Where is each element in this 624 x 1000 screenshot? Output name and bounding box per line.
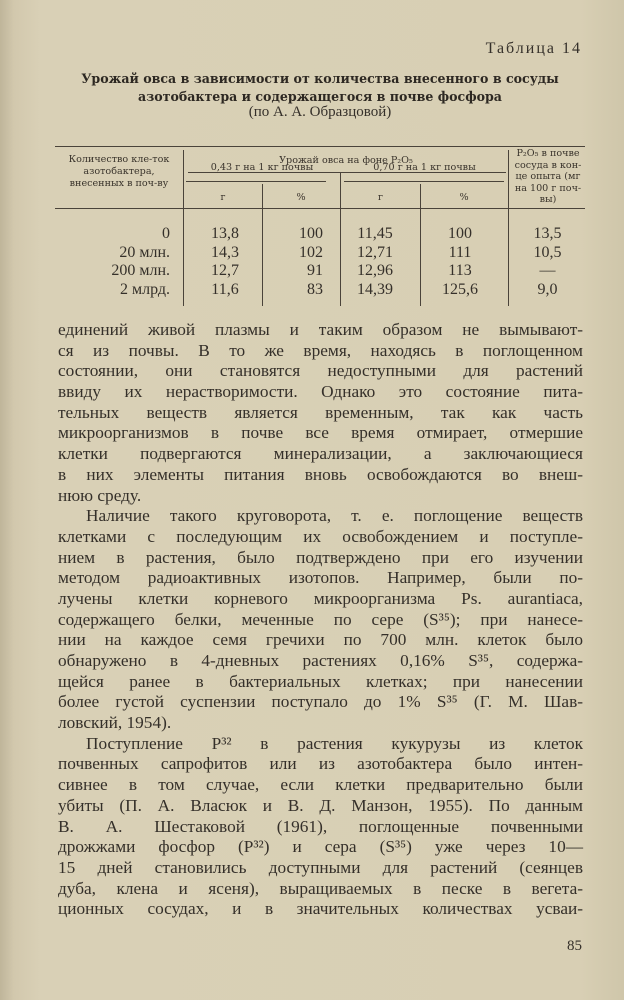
text-line: клетки подвергаются минерализации, а заключающиеся — [58, 444, 583, 464]
text-line: методом радиоактивных изотопов. Например, были по- — [58, 568, 583, 588]
text-line: 15 дней становились доступными для растений (сеянцев — [58, 857, 583, 877]
text-line: единений живой плазмы и таким образом не вымывают- — [58, 320, 583, 339]
text-line: дрожжами фосфор (P³²) и сера (S³⁵) уже через 10— — [58, 837, 583, 857]
sub-rule-2 — [344, 181, 504, 182]
table-cell-g043: 11,6 — [211, 280, 239, 298]
text-line: нюю среду. — [58, 485, 142, 505]
table-cell-g043: 14,3 — [211, 243, 239, 261]
text-line: дуба, клена и ясеня), выращиваемых в песке в вегета- — [58, 878, 583, 898]
table-cell-g070: 11,45 — [357, 225, 393, 242]
table-cell-pct043: 102 — [299, 243, 323, 261]
text-line: почвенных сапрофитов или из азотобактера было интен- — [58, 754, 583, 774]
table-title: Урожай овса в зависимости от количества внесенного в сосуды азотобактера и содержащегося в почве фосфора — [81, 71, 559, 104]
text-line: щейся ранее в бактериальных клетках; при нанесении — [58, 671, 583, 691]
table-cell-p2o5: 9,0 — [537, 280, 558, 298]
table-cell-g070: 12,96 — [357, 262, 393, 279]
table-cell-p2o5: — — [539, 262, 556, 279]
table-number: Таблица 14 — [485, 40, 582, 57]
header-unit-g: г — [377, 192, 384, 203]
text-line: ся из почвы. В то же время, находясь в поглощенном — [58, 340, 583, 360]
table-cell-pct043: 91 — [307, 262, 323, 279]
text-line: микроорганизмов в почве все время отмирает, отмершие — [58, 423, 583, 443]
header-unit-g: г — [220, 192, 226, 203]
table-cell-g043: 13,8 — [211, 225, 239, 242]
table-cell-g070: 12,71 — [357, 243, 393, 261]
table-cell-pct070: 125,6 — [442, 280, 478, 298]
table-cell-amount: 20 млн. — [119, 243, 170, 261]
text-line: в них элементы питания вновь освобождаются во внеш- — [58, 464, 583, 484]
table-cell-amount: 2 млрд. — [119, 280, 170, 298]
header-unit-pct: % — [459, 192, 469, 203]
header-sub2: 0,70 г на 1 кг почвы — [373, 162, 476, 173]
text-line: лучены клетки корневого микроорганизма Ps. aurantiaca, — [58, 588, 583, 608]
table-cell-p2o5: 13,5 — [533, 225, 562, 242]
text-line: состоянии, они становятся недоступными для растений — [58, 361, 583, 381]
header-unit-pct: % — [296, 192, 306, 203]
text-line: ционных сосудах, и в значительных количествах усваи- — [58, 899, 583, 919]
header-sub1: 0,43 г на 1 кг почвы — [210, 162, 314, 173]
text-line: убиты (П. А. Власюк и В. Д. Манзон, 1955). По данным — [58, 795, 583, 815]
text-line: В. А. Шестаковой (1961), поглощенные почвенными — [58, 816, 583, 836]
table-cell-pct070: 111 — [448, 243, 472, 261]
header-p2o5: P₂O₅ в почве сосуда в кон-це опыта (мг на 100 г поч-вы) — [514, 148, 582, 205]
table-cell-g070: 14,39 — [357, 280, 393, 298]
table-cell-pct070: 100 — [448, 225, 472, 242]
text-line: нием в растения, было подтверждено при его изучении — [58, 547, 583, 567]
table-cell-pct070: 113 — [448, 262, 472, 279]
table-cell-pct043: 100 — [299, 225, 323, 242]
body-text — [58, 320, 583, 920]
text-line: тельных веществ является временным, так как часть — [58, 402, 583, 422]
text-line: ввиду их нерастворимости. Однако это состояние пита- — [58, 382, 583, 402]
text-line: нии на каждое семя гречихи по 700 млн. клеток было — [58, 630, 583, 650]
text-line: сивнее в том случае, если клетки предварительно были — [58, 775, 583, 795]
table-cell-amount: 200 млн. — [111, 262, 170, 279]
page-number: 85 — [567, 938, 582, 954]
col-divider — [508, 150, 509, 306]
table-header-rule — [55, 208, 585, 209]
text-line: клетками с последующим их освобождением и поступле- — [58, 526, 583, 546]
table-top-rule — [55, 146, 585, 147]
header-group: Урожай овса на фоне P₂O₅ — [279, 155, 413, 166]
table-cell-pct043: 83 — [307, 280, 323, 298]
text-line: содержащего белки, меченные по сере (S³⁵); при нанесе- — [58, 609, 583, 629]
text-line: ловский, 1954). — [58, 713, 172, 733]
text-line: Наличие такого круговорота, т. е. поглощение веществ — [86, 506, 583, 526]
sub-rule-1 — [186, 181, 326, 182]
table-cell-p2o5: 10,5 — [533, 243, 562, 261]
table-cell-g043: 12,7 — [211, 262, 239, 279]
text-line: Поступление P³² в растения кукурузы из клеток — [86, 733, 583, 753]
table-cell-amount: 0 — [162, 225, 170, 242]
text-line: более густой суспензии поступало до 1% S³⁵ (Г. М. Шав- — [58, 692, 583, 712]
text-line: обнаружено в 4-дневных растениях 0,16% S³⁵, содержа- — [58, 651, 583, 670]
header-amount: Количество кле-ток азотобактера, внесенных в поч-ву — [68, 154, 170, 189]
table-subtitle: (по А. А. Образцовой) — [248, 104, 392, 120]
